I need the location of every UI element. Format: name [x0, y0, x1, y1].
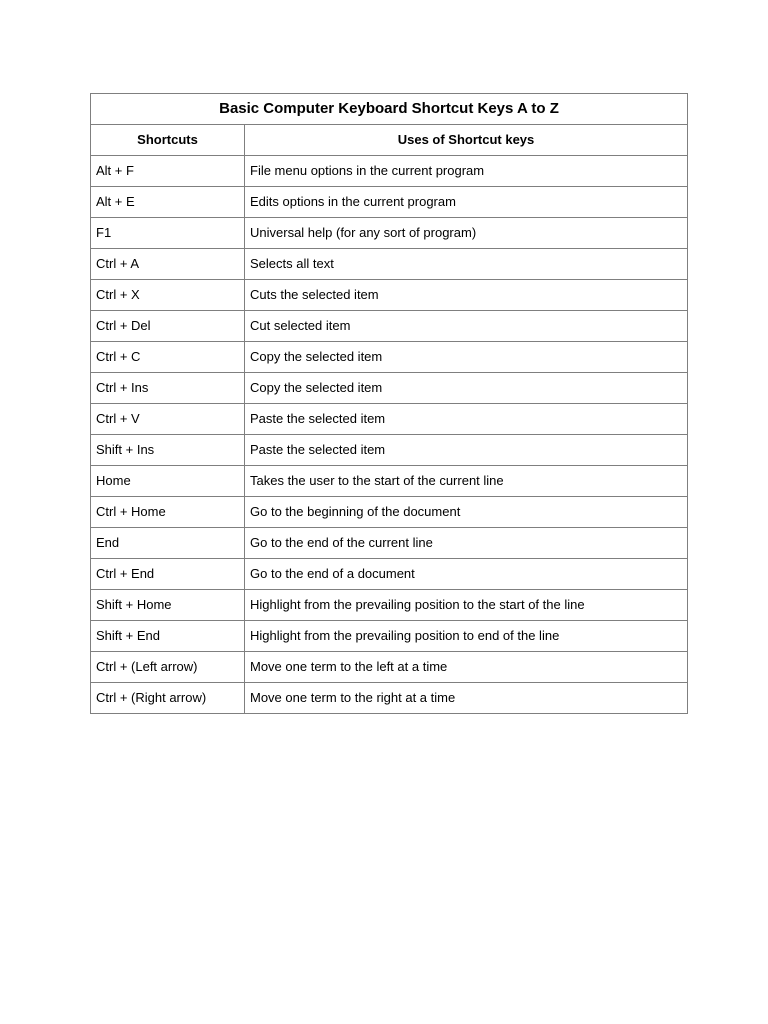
- shortcut-cell: Shift + End: [91, 621, 245, 652]
- table-body: [91, 156, 688, 714]
- use-cell: Move one term to the left at a time: [245, 652, 688, 683]
- header-shortcuts: Shortcuts: [91, 125, 245, 156]
- table-row: [91, 280, 688, 311]
- shortcut-cell: Ctrl + X: [91, 280, 245, 311]
- use-cell: Cuts the selected item: [245, 280, 688, 311]
- use-cell: Paste the selected item: [245, 435, 688, 466]
- shortcut-cell: Alt + E: [91, 187, 245, 218]
- shortcut-cell: Ctrl + A: [91, 249, 245, 280]
- use-cell: Selects all text: [245, 249, 688, 280]
- use-cell: Go to the end of the current line: [245, 528, 688, 559]
- use-cell: Paste the selected item: [245, 404, 688, 435]
- table-row: [91, 404, 688, 435]
- table-row: [91, 559, 688, 590]
- header-uses: Uses of Shortcut keys: [245, 125, 688, 156]
- shortcut-table: [90, 93, 688, 714]
- table-row: [91, 652, 688, 683]
- table-row: [91, 497, 688, 528]
- shortcut-cell: Home: [91, 466, 245, 497]
- shortcut-cell: Ctrl + Del: [91, 311, 245, 342]
- table-row: [91, 218, 688, 249]
- shortcut-cell: Ctrl + Home: [91, 497, 245, 528]
- table-row: [91, 373, 688, 404]
- table-row: [91, 311, 688, 342]
- shortcut-cell: Ctrl + Ins: [91, 373, 245, 404]
- shortcut-cell: End: [91, 528, 245, 559]
- use-cell: Go to the end of a document: [245, 559, 688, 590]
- use-cell: Highlight from the prevailing position to end of the line: [245, 621, 688, 652]
- table-row: [91, 466, 688, 497]
- table-row: [91, 528, 688, 559]
- shortcut-cell: Ctrl + End: [91, 559, 245, 590]
- table-row: [91, 342, 688, 373]
- table-header-row: [91, 125, 688, 156]
- use-cell: Go to the beginning of the document: [245, 497, 688, 528]
- table-title-row: [91, 94, 688, 125]
- shortcut-cell: Shift + Home: [91, 590, 245, 621]
- use-cell: Edits options in the current program: [245, 187, 688, 218]
- table-row: [91, 435, 688, 466]
- shortcut-cell: Ctrl + V: [91, 404, 245, 435]
- shortcut-cell: Ctrl + (Right arrow): [91, 683, 245, 714]
- table-row: [91, 249, 688, 280]
- table-row: [91, 621, 688, 652]
- shortcut-cell: Alt + F: [91, 156, 245, 187]
- use-cell: Copy the selected item: [245, 342, 688, 373]
- table-row: [91, 683, 688, 714]
- use-cell: Copy the selected item: [245, 373, 688, 404]
- use-cell: Takes the user to the start of the current line: [245, 466, 688, 497]
- table-row: [91, 156, 688, 187]
- table-row: [91, 187, 688, 218]
- use-cell: Cut selected item: [245, 311, 688, 342]
- shortcut-cell: Shift + Ins: [91, 435, 245, 466]
- shortcut-cell: Ctrl + (Left arrow): [91, 652, 245, 683]
- shortcut-cell: Ctrl + C: [91, 342, 245, 373]
- use-cell: Universal help (for any sort of program): [245, 218, 688, 249]
- shortcut-cell: F1: [91, 218, 245, 249]
- use-cell: File menu options in the current program: [245, 156, 688, 187]
- use-cell: Move one term to the right at a time: [245, 683, 688, 714]
- use-cell: Highlight from the prevailing position to the start of the line: [245, 590, 688, 621]
- table-row: [91, 590, 688, 621]
- table-title: Basic Computer Keyboard Shortcut Keys A to Z: [91, 94, 688, 125]
